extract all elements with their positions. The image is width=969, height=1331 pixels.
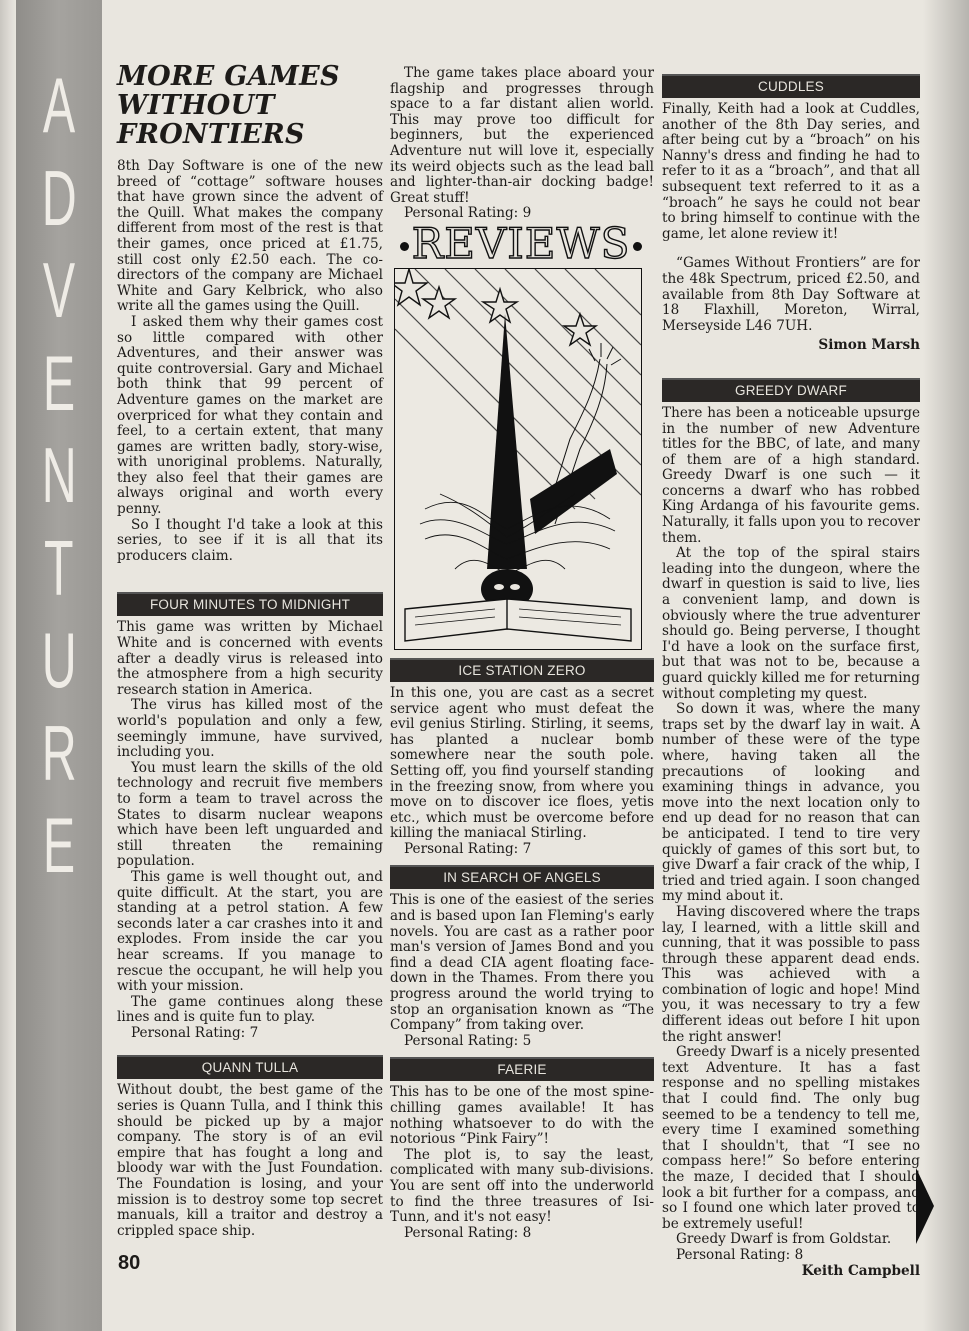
section-title-greedy-dwarf: GREEDY DWARF xyxy=(662,378,920,402)
review-paragraph: This game was written by Michael White and is concerned with events after a deadly virus is released into the atmosphere from a high security research station in America. xyxy=(117,619,383,698)
review-paragraph: You must learn the skills of the old technology and recruit five members to form a team to travel across the States to disarm nuclear weapons which have been left unguarded and still threaten the remaining population. xyxy=(117,759,383,870)
column-3 xyxy=(662,70,920,1279)
review-paragraph: Without doubt, the best game of the series is Quann Tulla, and I think this should be picked up by a major company. The story is of an evil empire that has fought a long and bloody war with the Just Foundation. The Foundation is losing, and your mission is to destroy some top secret manuals, kill a traitor and destroy a crippled space ship. xyxy=(117,1082,383,1239)
personal-rating: Personal Rating: 8 xyxy=(676,1246,804,1263)
column-2 xyxy=(390,66,654,1241)
column-1 xyxy=(117,62,383,1239)
bullet-dot-icon xyxy=(633,242,642,251)
personal-rating: Personal Rating: 5 xyxy=(404,1032,532,1049)
personal-rating: Personal Rating: 9 xyxy=(404,205,532,222)
section-title-four-minutes: FOUR MINUTES TO MIDNIGHT xyxy=(117,592,383,616)
sidebar-letter: E xyxy=(42,338,76,427)
review-paragraph: The virus has killed most of the world's population and only a few, seemingly immune, have survived, including you. xyxy=(117,697,383,761)
review-paragraph: Greedy Dwarf is from Goldstar. xyxy=(676,1231,892,1248)
wizard-illustration xyxy=(394,268,642,650)
sidebar-letter: D xyxy=(41,153,77,242)
section-title-cuddles: CUDDLES xyxy=(662,74,920,98)
section-title-ice-station-zero: ICE STATION ZERO xyxy=(390,658,654,682)
review-paragraph: The game continues along these lines and is quite fun to play. xyxy=(117,993,383,1026)
reviews-graphic xyxy=(390,218,652,650)
author-byline: Keith Campbell xyxy=(801,1262,920,1279)
review-paragraph: The plot is, to say the least, complicated with many sub-divisions. You are sent off into the underworld to find the three treasures of Isi-Tunn, and it's not easy! xyxy=(390,1146,654,1226)
page-fold-shadow xyxy=(923,0,969,1331)
headline-line: MORE GAMES xyxy=(117,61,340,92)
review-paragraph: In this one, you are cast as a secret service agent who must defeat the evil genius Stirling. Stirling, it seems, has planted a nuclear bomb somewhere near the south pole. Setting off, you find yourself standing in the freezing snow, from where you move on to discover ice floes, yetis etc., which must be overcome before killing the maniacal Stirling. xyxy=(390,684,654,842)
intro-paragraph: I asked them why their games cost so little compared with other Adventures, and their answer was quite controversial. Gary and Michael both think that 99 percent of Adventure games on the market are overpriced for what they contain and feel, to a certain extent, that many games are written badly, story-wise, with unoriginal problems. Naturally, they also feel that their games are always original and worth every penny. xyxy=(117,313,383,518)
intro-paragraph: So I thought I'd take a look at this series, to see if it is all that its producers claim. xyxy=(117,516,383,564)
adventure-sidebar xyxy=(16,0,102,1331)
sidebar-letter: A xyxy=(42,61,76,149)
section-title-faerie: FAERIE xyxy=(390,1057,654,1081)
continue-arrow-icon xyxy=(916,1168,934,1244)
sidebar-letter: R xyxy=(41,708,77,797)
review-paragraph: This has to be one of the most spine-chilling games available! It has nothing whatsoever to do with the notorious “Pink Fairy”! xyxy=(390,1084,654,1148)
sidebar-letter: T xyxy=(44,523,74,612)
headline-line: FRONTIERS xyxy=(117,119,305,150)
review-paragraph: At the top of the spiral stairs leading into the dungeon, where the dwarf in question is said to live, lies a convenient lamp, and down is obviously where the true adventurer should go. Being perverse, I thought I'd have a look on the surface first, but that was not to be, because a guard quickly killed me for returning without completing my quest. xyxy=(662,545,920,702)
sidebar-letters xyxy=(16,62,102,888)
headline-line: WITHOUT xyxy=(117,90,275,121)
personal-rating: Personal Rating: 7 xyxy=(404,840,532,857)
binding-edge xyxy=(0,0,16,1331)
section-title-in-search-of-angels: IN SEARCH OF ANGELS xyxy=(390,865,654,889)
review-paragraph: The game takes place aboard your flagship and progresses through space to a far distant alien world. This may prove too difficult for beginners, but the experienced Adventure nut will love it, especially its weird objects such as the lead ball and lighter-than-air docking badge! Great stuff! xyxy=(390,65,654,206)
personal-rating: Personal Rating: 7 xyxy=(131,1024,259,1041)
review-paragraph: This is one of the easiest of the series and is based upon Ian Fleming's early novels. You are cast as a rather poor man's version of James Bond and you find a dead CIA agent floating face-down in the Thames. From there you progress around the world trying to stop an organisation known as “The Company” from taking over. xyxy=(390,892,654,1034)
section-title-quann-tulla: QUANN TULLA xyxy=(117,1055,383,1079)
bullet-dot-icon xyxy=(400,242,409,251)
personal-rating: Personal Rating: 8 xyxy=(404,1224,532,1241)
sidebar-letter: N xyxy=(41,431,77,519)
review-paragraph: So down it was, where the many traps set by the dwarf lay in wait. A number of these were of the type where, having taken all the precautions of looking and examining things in advance, you move into the next location only to end up dead for no reason that can be anticipated. I tend to tire very quickly of games of this sort but, to give Dwarf a fair crack of the whip, I tried and tried again. I soon changed my mind about it. xyxy=(662,701,920,905)
reviews-banner-text: REVIEWS xyxy=(411,218,631,268)
sidebar-letter: U xyxy=(41,616,77,704)
review-paragraph: There has been a noticeable upsurge in the number of new Adventure titles for the BBC, of late, and many of them are of a high standard. Greedy Dwarf is one such — it concerns a dwarf who has robbed King Ardanga of his favourite gems. Naturally, it falls upon you to recover them. xyxy=(662,404,920,546)
review-paragraph: Finally, Keith had a look at Cuddles, another of the 8th Day series, and after being cut by a “broach” on his Nanny's dress and finding he had to refer to it as a “broach”, and that all subsequent text referred to it as a “broach” he says he could not bear to bring himself to continue with the game, let alone review it! xyxy=(662,101,920,242)
reviews-banner xyxy=(390,218,652,268)
sidebar-letter: E xyxy=(42,801,76,889)
review-paragraph: Having discovered where the traps lay, I learned, with a little skill and cunning, that it was possible to pass through these apparent dead ends. This was achieved with a combination of logic and hope! Mind you, it was necessary to try a few different ideas out before I hit upon the right answer! xyxy=(662,903,920,1045)
article-headline xyxy=(117,62,383,149)
sidebar-letter: V xyxy=(42,246,76,334)
review-paragraph: Greedy Dwarf is a nicely presented text Adventure. It has a fast response and no spelling mistakes that I could find. The only bug seemed to be a tendency to tell me, every time I examined something that I shouldn't, that “I see no compass here!” So before entering the maze, I decided that I should look a bit further for a compass, and so I found one which later proved to be extremely useful! xyxy=(662,1044,920,1232)
review-paragraph: This game is well thought out, and quite difficult. At the start, you are standing at a petrol station. A few seconds later a car crashes into it and explodes. From inside the car you hear screams. If you manage to rescue the occupant, he will help you with your mission. xyxy=(117,868,383,995)
author-byline: Simon Marsh xyxy=(818,337,920,354)
page-number: 80 xyxy=(118,1252,141,1274)
review-paragraph: “Games Without Frontiers” are for the 48k Spectrum, priced £2.50, and available from 8th Day Software at 18 Flaxhill, Moreton, Wirral, Merseyside L46 7UH. xyxy=(662,255,920,334)
intro-paragraph: 8th Day Software is one of the new breed of “cottage” software houses that have grown since the advent of the Quill. What makes the company different from most of the rest is that their games, once priced at £1.75, still cost only £2.50 each. The co-directors of the company are Michael White and Gary Kelbrick, who also write all the games using the Quill. xyxy=(117,158,383,315)
wizard-drawing xyxy=(395,269,641,649)
